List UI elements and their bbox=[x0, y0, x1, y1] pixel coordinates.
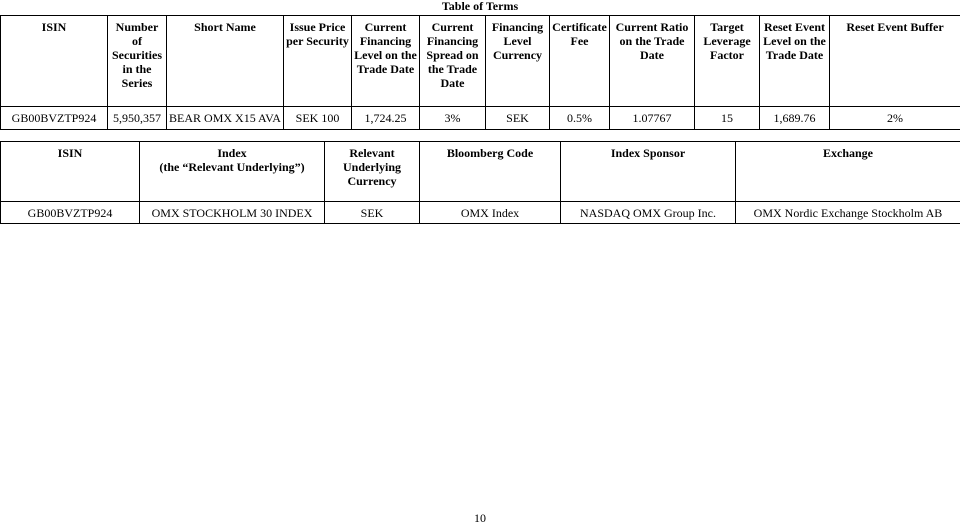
index-header-sponsor: Index Sponsor bbox=[561, 142, 736, 202]
header-financing-spread: Current Financing Spread on the Trade Date bbox=[420, 16, 486, 107]
index-header-row bbox=[1, 142, 960, 202]
index-header-currency: Relevant Underlying Currency bbox=[325, 142, 420, 202]
index-cell-currency: SEK bbox=[325, 202, 420, 224]
index-cell-exchange: OMX Nordic Exchange Stockholm AB bbox=[736, 202, 960, 224]
terms-table bbox=[0, 15, 960, 130]
index-cell-bloomberg: OMX Index bbox=[420, 202, 561, 224]
cell-target-leverage: 15 bbox=[695, 107, 760, 130]
cell-issue-price: SEK 100 bbox=[284, 107, 352, 130]
header-issue-price: Issue Price per Security bbox=[284, 16, 352, 107]
page-number: 10 bbox=[474, 511, 486, 525]
index-header-index-line1: Index bbox=[217, 146, 247, 160]
cell-number-of-securities: 5,950,357 bbox=[108, 107, 167, 130]
header-reset-event-level: Reset Event Level on the Trade Date bbox=[760, 16, 830, 107]
header-short-name: Short Name bbox=[167, 16, 284, 107]
header-current-ratio: Current Ratio on the Trade Date bbox=[610, 16, 695, 107]
header-isin: ISIN bbox=[1, 16, 108, 107]
header-target-leverage: Target Leverage Factor bbox=[695, 16, 760, 107]
terms-header-row bbox=[1, 16, 960, 107]
cell-reset-event-level: 1,689.76 bbox=[760, 107, 830, 130]
cell-financing-level: 1,724.25 bbox=[352, 107, 420, 130]
index-cell-sponsor: NASDAQ OMX Group Inc. bbox=[561, 202, 736, 224]
cell-current-ratio: 1.07767 bbox=[610, 107, 695, 130]
cell-financing-spread: 3% bbox=[420, 107, 486, 130]
index-header-exchange: Exchange bbox=[736, 142, 960, 202]
header-number-of-securities: Number of Securities in the Series bbox=[108, 16, 167, 107]
index-cell-index: OMX STOCKHOLM 30 INDEX bbox=[140, 202, 325, 224]
index-cell-isin: GB00BVZTP924 bbox=[1, 202, 140, 224]
cell-isin: GB00BVZTP924 bbox=[1, 107, 108, 130]
header-financing-currency: Financing Level Currency bbox=[486, 16, 550, 107]
index-table bbox=[0, 141, 960, 224]
index-header-index bbox=[140, 142, 325, 202]
cell-certificate-fee: 0.5% bbox=[550, 107, 610, 130]
cell-short-name: BEAR OMX X15 AVA bbox=[167, 107, 284, 130]
header-certificate-fee: Certificate Fee bbox=[550, 16, 610, 107]
table-row bbox=[1, 202, 960, 224]
header-reset-event-buffer: Reset Event Buffer bbox=[830, 16, 960, 107]
cell-reset-event-buffer: 2% bbox=[830, 107, 960, 130]
index-header-isin: ISIN bbox=[1, 142, 140, 202]
table-row bbox=[1, 107, 960, 130]
page-title: Table of Terms bbox=[441, 0, 519, 13]
header-financing-level: Current Financing Level on the Trade Date bbox=[352, 16, 420, 107]
index-header-index-line2: (the “Relevant Underlying”) bbox=[159, 160, 305, 174]
index-header-bloomberg: Bloomberg Code bbox=[420, 142, 561, 202]
cell-financing-currency: SEK bbox=[486, 107, 550, 130]
